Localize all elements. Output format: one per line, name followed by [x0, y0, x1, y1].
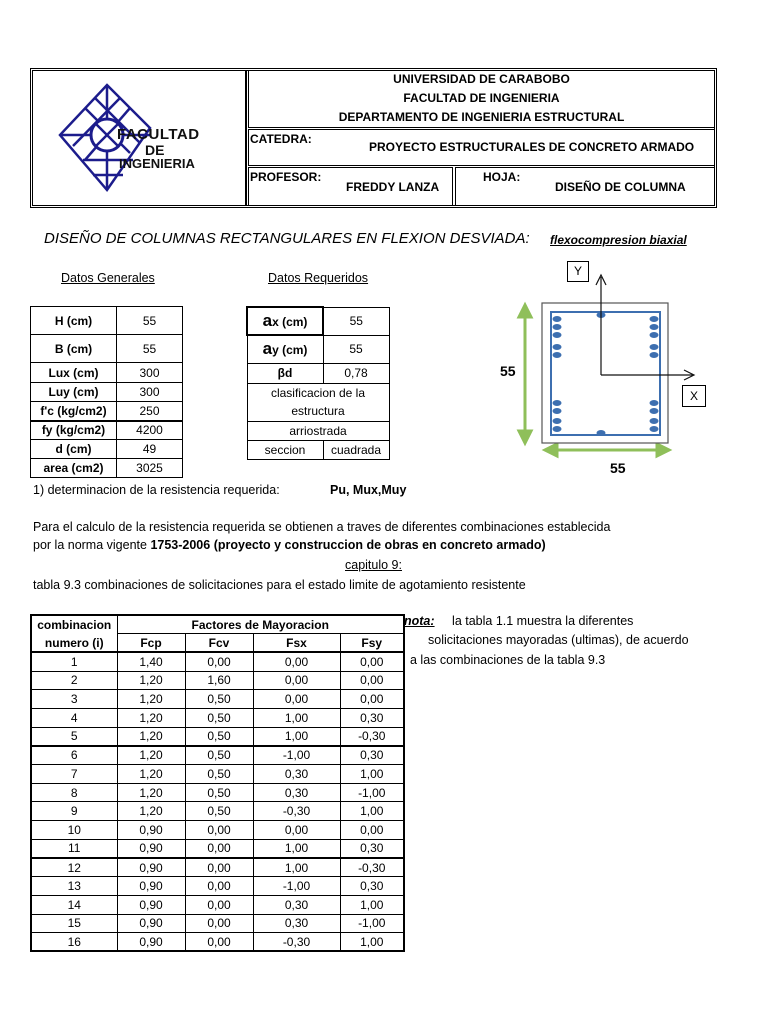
rebar-dot: [553, 324, 562, 330]
fsy-value: 0,30: [340, 839, 404, 858]
table-row: [31, 690, 404, 709]
note-line3: a las combinaciones de la tabla 9.3: [410, 653, 606, 667]
bd-label: βd: [247, 363, 323, 383]
datos-generales-label: f'c (kg/cm2): [31, 402, 117, 421]
fcp-value: 0,90: [117, 895, 185, 914]
combination-number: 1: [31, 652, 117, 671]
rebar-dot: [553, 352, 562, 358]
note-line1: la tabla 1.1 muestra la diferentes: [452, 614, 634, 628]
paragraph-line1: Para el calculo de la resistencia requerida se obtienen a traves de diferentes combinaciones establecida: [33, 520, 611, 534]
step1-values: Pu, Mux,Muy: [330, 483, 407, 497]
datos-generales-label: fy (kg/cm2): [31, 421, 117, 440]
fcp-value: 0,90: [117, 858, 185, 877]
datos-generales-value: 3025: [117, 459, 183, 478]
fsy-value: -0,30: [340, 727, 404, 746]
logo-text-line2: DE: [145, 142, 165, 158]
seccion-label: seccion: [247, 440, 323, 459]
faculty-logo: [55, 80, 230, 195]
catedra-label: CATEDRA:: [250, 132, 312, 146]
paragraph-line2-bold: 1753-2006 (proyecto y construccion de obras en concreto armado): [150, 538, 546, 552]
datos-generales-row: [31, 335, 183, 363]
rebar-dot: [650, 332, 659, 338]
y-axis-label-box: [567, 261, 589, 282]
ax-label: x (cm): [272, 315, 308, 329]
datos-generales-row: [31, 421, 183, 440]
fsx-value: 0,30: [253, 783, 340, 802]
datos-generales-value: 55: [117, 307, 183, 335]
fcv-value: 0,00: [185, 914, 253, 933]
combination-number: 6: [31, 746, 117, 765]
fsx-value: 1,00: [253, 727, 340, 746]
datos-generales-label: B (cm): [31, 335, 117, 363]
paragraph-line2-start: por la norma vigente: [33, 538, 151, 552]
fcv-value: 0,50: [185, 765, 253, 784]
ax-symbol: a: [262, 311, 273, 330]
fsx-value: 0,00: [253, 690, 340, 709]
paragraph-line2: [33, 538, 546, 552]
rebar-dot: [650, 400, 659, 406]
combination-number: 15: [31, 914, 117, 933]
profesor-value: FREDDY LANZA: [346, 180, 440, 194]
rebar-dot: [650, 408, 659, 414]
combination-number: 9: [31, 802, 117, 821]
fsx-value: 1,00: [253, 858, 340, 877]
datos-generales-table: [30, 306, 183, 478]
datos-generales-row: [31, 459, 183, 478]
datos-generales-row: [31, 307, 183, 335]
bd-value: 0,78: [323, 363, 389, 383]
fsx-value: -1,00: [253, 877, 340, 896]
datos-generales-value: 300: [117, 363, 183, 383]
rebar-dot: [553, 400, 562, 406]
header-fsy: Fsy: [340, 634, 404, 653]
header-divider: [245, 70, 247, 206]
table-row: [31, 727, 404, 746]
table-row: [31, 877, 404, 896]
datos-generales-label: H (cm): [31, 307, 117, 335]
logo-text-line1: FACULTAD: [117, 126, 200, 143]
note-line2: solicitaciones mayoradas (ultimas), de acuerdo: [428, 633, 689, 647]
fcp-value: 0,90: [117, 839, 185, 858]
clasif-line2: estructura: [247, 402, 389, 421]
table-row: [31, 839, 404, 858]
rebar-dot: [553, 344, 562, 350]
rebar-dot: [553, 418, 562, 424]
page-title: DISEÑO DE COLUMNAS RECTANGULARES EN FLEXION DESVIADA:: [44, 230, 530, 247]
fcp-value: 1,20: [117, 671, 185, 690]
fcv-value: 1,60: [185, 671, 253, 690]
ay-value: 55: [323, 335, 389, 363]
fcp-value: 1,20: [117, 690, 185, 709]
combination-number: 3: [31, 690, 117, 709]
table-row: [31, 671, 404, 690]
fsx-value: 0,30: [253, 895, 340, 914]
fcp-value: 1,20: [117, 802, 185, 821]
fcp-value: 1,40: [117, 652, 185, 671]
rebar-dot: [553, 316, 562, 322]
rebar-dot: [553, 332, 562, 338]
rebar-dot: [597, 430, 606, 436]
fsy-value: 0,00: [340, 690, 404, 709]
datos-generales-value: 55: [117, 335, 183, 363]
department-name: DEPARTAMENTO DE INGENIERIA ESTRUCTURAL: [338, 110, 625, 124]
fsx-value: 1,00: [253, 839, 340, 858]
fcp-value: 0,90: [117, 877, 185, 896]
fsy-value: 0,30: [340, 877, 404, 896]
table-row: [31, 895, 404, 914]
table-row: [31, 821, 404, 840]
combination-number: 2: [31, 671, 117, 690]
datos-generales-label: Luy (cm): [31, 383, 117, 402]
fsy-value: -0,30: [340, 858, 404, 877]
fcv-value: 0,50: [185, 802, 253, 821]
fsx-value: -0,30: [253, 802, 340, 821]
fcp-value: 1,20: [117, 765, 185, 784]
fcv-value: 0,50: [185, 783, 253, 802]
datos-generales-value: 300: [117, 383, 183, 402]
combination-number: 14: [31, 895, 117, 914]
ay-label-cell: [247, 335, 323, 363]
fcv-value: 0,00: [185, 821, 253, 840]
rebar-dot: [650, 426, 659, 432]
fsy-value: -1,00: [340, 914, 404, 933]
fsy-value: 0,30: [340, 708, 404, 727]
fsy-value: 0,00: [340, 652, 404, 671]
column-section-diagram: [490, 255, 720, 480]
fsy-value: 0,30: [340, 746, 404, 765]
fsx-value: 0,00: [253, 821, 340, 840]
fcv-value: 0,50: [185, 708, 253, 727]
rebar-dot: [650, 316, 659, 322]
fsy-value: 1,00: [340, 802, 404, 821]
fsy-value: -1,00: [340, 783, 404, 802]
rebar-dot: [650, 344, 659, 350]
chapter-label: capitulo 9:: [345, 558, 402, 572]
fcp-value: 1,20: [117, 727, 185, 746]
fcv-value: 0,00: [185, 839, 253, 858]
ax-value: 55: [323, 307, 389, 335]
fcv-value: 0,50: [185, 727, 253, 746]
fcp-value: 0,90: [117, 933, 185, 952]
width-dimension: 55: [610, 460, 626, 476]
table-row: [31, 858, 404, 877]
logo-text-line3: INGENIERIA: [119, 156, 195, 171]
combination-number: 12: [31, 858, 117, 877]
combination-number: 10: [31, 821, 117, 840]
fcv-value: 0,00: [185, 895, 253, 914]
combination-number: 8: [31, 783, 117, 802]
fcp-value: 1,20: [117, 783, 185, 802]
rebar-dot: [650, 352, 659, 358]
seccion-value: cuadrada: [323, 440, 389, 459]
table-row: [31, 708, 404, 727]
datos-requeridos-table: [246, 306, 390, 460]
catedra-value: PROYECTO ESTRUCTURALES DE CONCRETO ARMADO: [369, 140, 695, 154]
page-subtitle: flexocompresion biaxial: [550, 233, 687, 247]
x-axis-label-box: [682, 385, 706, 407]
fsx-value: -0,30: [253, 933, 340, 952]
header-fcp: Fcp: [117, 634, 185, 653]
faculty-name: FACULTAD DE INGENIERIA: [403, 91, 560, 105]
clasif-value: arriostrada: [247, 421, 389, 440]
table-row: [31, 802, 404, 821]
ay-symbol: a: [262, 339, 273, 359]
datos-generales-label: Lux (cm): [31, 363, 117, 383]
fcv-value: 0,50: [185, 746, 253, 765]
note-label: nota:: [404, 614, 435, 628]
fsx-value: 0,00: [253, 652, 340, 671]
combination-number: 11: [31, 839, 117, 858]
table-row: [31, 746, 404, 765]
table-caption: tabla 9.3 combinaciones de solicitaciones para el estado limite de agotamiento resistente: [33, 578, 526, 592]
header-fcv: Fcv: [185, 634, 253, 653]
datos-generales-heading: Datos Generales: [61, 271, 155, 285]
header-combinacion: combinacion: [31, 615, 117, 634]
fsx-value: -1,00: [253, 746, 340, 765]
fsy-value: 0,00: [340, 821, 404, 840]
fcp-value: 1,20: [117, 746, 185, 765]
fcv-value: 0,00: [185, 858, 253, 877]
fcv-value: 0,00: [185, 877, 253, 896]
datos-generales-label: area (cm2): [31, 459, 117, 478]
datos-generales-row: [31, 440, 183, 459]
combinations-table: [30, 614, 405, 952]
header-numero: numero (i): [31, 634, 117, 653]
clasif-line1: clasificacion de la: [247, 383, 389, 402]
fcv-value: 0,00: [185, 933, 253, 952]
combination-number: 7: [31, 765, 117, 784]
fsx-value: 0,30: [253, 914, 340, 933]
table-row: [31, 765, 404, 784]
datos-generales-value: 250: [117, 402, 183, 421]
fcp-value: 0,90: [117, 914, 185, 933]
combination-number: 5: [31, 727, 117, 746]
profesor-label: PROFESOR:: [250, 170, 322, 184]
datos-generales-row: [31, 402, 183, 421]
datos-generales-value: 49: [117, 440, 183, 459]
rebar-dot: [553, 408, 562, 414]
table-row: [31, 933, 404, 952]
combination-number: 13: [31, 877, 117, 896]
datos-generales-label: d (cm): [31, 440, 117, 459]
fsx-value: 1,00: [253, 708, 340, 727]
fcp-value: 1,20: [117, 708, 185, 727]
note: [404, 614, 724, 628]
datos-generales-row: [31, 363, 183, 383]
header-fsx: Fsx: [253, 634, 340, 653]
datos-generales-row: [31, 383, 183, 402]
height-dimension: 55: [500, 363, 516, 379]
ay-label: y (cm): [272, 343, 308, 358]
ax-label-cell: [247, 307, 323, 335]
fcv-value: 0,50: [185, 690, 253, 709]
y-axis-label: Y: [573, 264, 582, 278]
fsx-value: 0,00: [253, 671, 340, 690]
fsy-value: 1,00: [340, 895, 404, 914]
table-row: [31, 914, 404, 933]
fsy-value: 1,00: [340, 933, 404, 952]
university-name: UNIVERSIDAD DE CARABOBO: [393, 72, 570, 86]
table-row: [31, 783, 404, 802]
table-row: [31, 652, 404, 671]
fsx-value: 0,30: [253, 765, 340, 784]
fsy-value: 1,00: [340, 765, 404, 784]
hoja-value: DISEÑO DE COLUMNA: [555, 180, 686, 194]
rebar-dot: [553, 426, 562, 432]
hoja-label: HOJA:: [483, 170, 521, 184]
rebar-dot: [650, 324, 659, 330]
fsy-value: 0,00: [340, 671, 404, 690]
step1-text: 1) determinacion de la resistencia requerida:: [33, 483, 280, 497]
x-axis-label: X: [689, 389, 698, 403]
combination-number: 16: [31, 933, 117, 952]
datos-requeridos-heading: Datos Requeridos: [268, 271, 369, 285]
header-factores: Factores de Mayoracion: [117, 615, 404, 634]
combination-number: 4: [31, 708, 117, 727]
fcv-value: 0,00: [185, 652, 253, 671]
datos-generales-value: 4200: [117, 421, 183, 440]
fcp-value: 0,90: [117, 821, 185, 840]
rebar-dot: [650, 418, 659, 424]
